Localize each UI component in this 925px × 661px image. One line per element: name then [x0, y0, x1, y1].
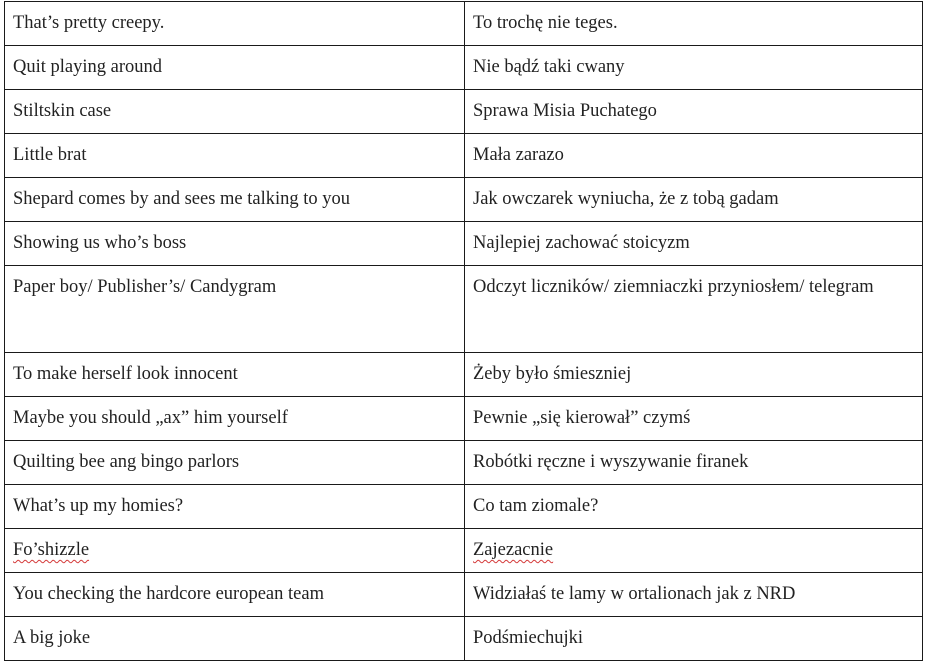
- polish-cell: Robótki ręczne i wyszywanie firanek: [465, 441, 923, 485]
- english-cell: [5, 529, 465, 573]
- polish-cell: Pewnie „się kierował” czymś: [465, 397, 923, 441]
- translation-table-container: [4, 1, 923, 661]
- english-cell: A big joke: [5, 617, 465, 661]
- table-row: [5, 485, 923, 529]
- translation-table: [4, 1, 923, 661]
- table-row: [5, 617, 923, 661]
- english-cell: Little brat: [5, 134, 465, 178]
- table-row: [5, 222, 923, 266]
- table-row: [5, 529, 923, 573]
- polish-cell: Żeby było śmieszniej: [465, 353, 923, 397]
- polish-cell: Podśmiechujki: [465, 617, 923, 661]
- table-row: [5, 90, 923, 134]
- polish-cell: [465, 529, 923, 573]
- polish-cell: Odczyt liczników/ ziemniaczki przyniosłem/ telegram: [465, 266, 923, 353]
- english-cell: Quit playing around: [5, 46, 465, 90]
- polish-cell: Co tam ziomale?: [465, 485, 923, 529]
- english-cell: To make herself look innocent: [5, 353, 465, 397]
- table-row: [5, 134, 923, 178]
- english-cell: That’s pretty creepy.: [5, 2, 465, 46]
- english-cell: Stiltskin case: [5, 90, 465, 134]
- english-cell: Maybe you should „ax” him yourself: [5, 397, 465, 441]
- table-row: [5, 353, 923, 397]
- polish-cell: Nie bądź taki cwany: [465, 46, 923, 90]
- spellcheck-flagged-word: Fo’shizzle: [13, 540, 90, 560]
- polish-cell: Jak owczarek wyniucha, że z tobą gadam: [465, 178, 923, 222]
- english-cell: You checking the hardcore european team: [5, 573, 465, 617]
- spellcheck-flagged-word: Zajezacnie: [473, 540, 554, 560]
- table-row: [5, 441, 923, 485]
- english-cell: Shepard comes by and sees me talking to you: [5, 178, 465, 222]
- polish-cell: Mała zarazo: [465, 134, 923, 178]
- english-cell: Paper boy/ Publisher’s/ Candygram: [5, 266, 465, 353]
- table-row: [5, 266, 923, 353]
- english-cell: Quilting bee ang bingo parlors: [5, 441, 465, 485]
- table-row: [5, 397, 923, 441]
- polish-cell: Widziałaś te lamy w ortalionach jak z NRD: [465, 573, 923, 617]
- polish-cell: To trochę nie teges.: [465, 2, 923, 46]
- table-row: [5, 178, 923, 222]
- table-row: [5, 46, 923, 90]
- table-row: [5, 573, 923, 617]
- english-cell: Showing us who’s boss: [5, 222, 465, 266]
- polish-cell: Sprawa Misia Puchatego: [465, 90, 923, 134]
- polish-cell: Najlepiej zachować stoicyzm: [465, 222, 923, 266]
- english-cell: What’s up my homies?: [5, 485, 465, 529]
- table-row: [5, 2, 923, 46]
